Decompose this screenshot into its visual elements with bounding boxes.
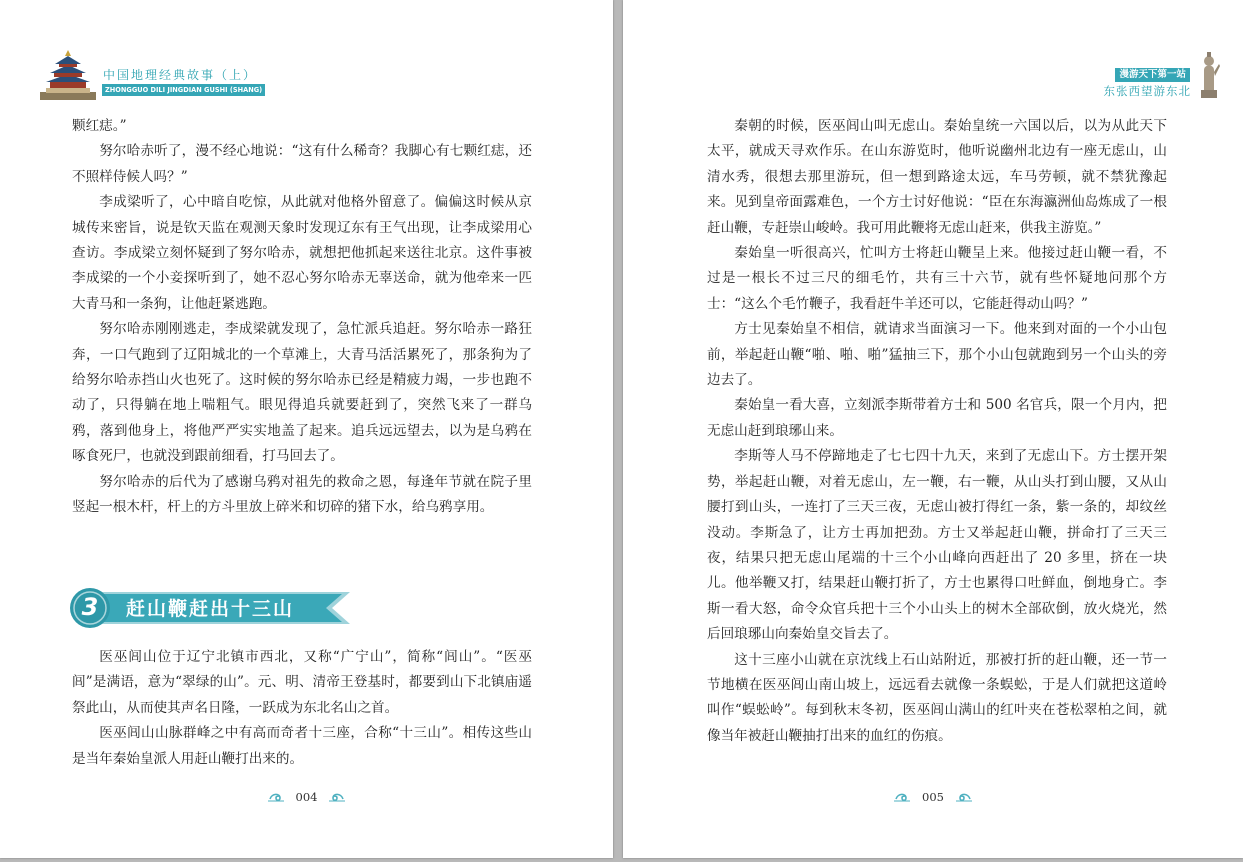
page-number-footer xyxy=(623,789,1243,804)
left-body-bottom xyxy=(72,645,532,772)
chapter-subtitle: 东张西望游东北 xyxy=(1103,84,1191,98)
right-page xyxy=(623,0,1243,858)
section-title: 赶山鞭赶出十三山 xyxy=(126,598,295,620)
paragraph: 秦始皇一听很高兴，忙叫方士将赶山鞭呈上来。他接过赶山鞭一看，不过是一根长不过三尺的细毛竹，共有三十六节，就有些怀疑地问那个方士：“这么个毛竹鞭子，我看赶牛羊还可以，它能赶得动山吗？” xyxy=(707,245,1167,312)
swirl-ornament-icon xyxy=(268,791,286,803)
paragraph: 努尔哈赤刚刚逃走，李成梁就发现了，急忙派兵追赶。努尔哈赤一路狂奔，一口气跑到了辽阳城北的一个草滩上，大青马活活累死了，那条狗为了给努尔哈赤挡山火也死了。这时候的努尔哈赤已经是精疲力竭，一步也跑不动了，只得躺在地上喘粗气。眼见得追兵就要赶到了，突然飞来了一群乌鸦，落到他身上，将他严严实实地盖了起来。追兵远远望去，以为是乌鸦在啄食死尸，也就没到跟前细看，打马回去了。 xyxy=(72,321,532,465)
swirl-ornament-icon xyxy=(894,791,912,803)
paragraph: 李成梁听了，心中暗自吃惊，从此就对他格外留意了。偏偏这时候从京城传来密旨，说是钦天监在观测天象时发现辽东有王气出现，让李成梁用心查访。李成梁立刻怀疑到了努尔哈赤，就想把他抓起来送往北京。这件事被李成梁的一个小妾探听到了，她不忍心努尔哈赤无辜送命，就为他牵来一匹大青马和一条狗，让他赶紧逃跑。 xyxy=(72,194,532,312)
swirl-ornament-icon xyxy=(954,791,972,803)
paragraph: 秦朝的时候，医巫闾山叫无虑山。秦始皇统一六国以后，以为从此天下太平，就成天寻欢作乐。在山东游览时，他听说幽州北边有一座无虑山，山清水秀，很想去那里游玩，但一想到路途太远，车马劳顿，就不禁犹豫起来。见到皇帝面露难色，一个方士讨好他说：“臣在东海瀛洲仙岛炼成了一根赶山鞭，专赶崇山峻岭。我可用此鞭将无虑山赶来，供我主游览。” xyxy=(707,118,1167,236)
paragraph: 努尔哈赤听了，漫不经心地说：“这有什么稀奇？我脚心有七颗红痣，还不照样侍候人吗？” xyxy=(72,143,532,185)
paragraph: 这十三座小山就在京沈线上石山站附近，那被打折的赶山鞭，还一节一节地横在医巫闾山南山坡上，远远看去就像一条蜈蚣，于是人们就把这道岭叫作“蜈蚣岭”。每到秋末冬初，医巫闾山满山的红叶夹在苍松翠柏之间，就像当年被赶山鞭抽打出来的血红的伤痕。 xyxy=(707,651,1167,744)
page-number-footer xyxy=(0,789,613,804)
paragraph: 医巫闾山山脉群峰之中有高而奇者十三座，合称“十三山”。相传这些山是当年秦始皇派人用赶山鞭打出来的。 xyxy=(72,725,532,767)
chapter-badge: 漫游天下第一站 xyxy=(1115,68,1190,82)
temple-of-heaven-logo xyxy=(40,48,96,100)
paragraph: 努尔哈赤的后代为了感谢乌鸦对祖先的救命之恩，每逢年节就在院子里竖起一根木杆，杆上的方斗里放上碎米和切碎的猪下水，给乌鸦享用。 xyxy=(72,473,532,516)
paragraph: 李斯等人马不停蹄地走了七七四十九天，来到了无虑山下。方士摆开架势，举起赶山鞭，对着无虑山，左一鞭，右一鞭，从山头打到山腰，又从山腰打到山头，一连打了三天三夜，无虑山被打得红一条，紫一条的，却纹丝没动。李斯急了，让方士再加把劲。方士又举起赶山鞭，拼命打了三天三夜，结果只把无虑山尾端的十三个小山峰向西赶出了 20 多里，挤在一块儿。他举鞭又打，结果赶山鞭打折了，方士也累得口吐鲜血，倒地身亡。李斯一看大怒，命令众官兵把十三个小山头上的树木全部砍倒，放火烧光，然后回琅琊山向秦始皇交旨去了。 xyxy=(707,448,1167,643)
statue-icon xyxy=(1195,52,1223,98)
paragraph: 医巫闾山位于辽宁北镇市西北，又称“广宁山”，简称“闾山”。“医巫闾”是满语，意为“翠绿的山”。元、明、清帝王登基时，都要到山下北镇庙遥祭此山，从而使其声名日隆，一跃成为东北名山之首。 xyxy=(72,649,532,716)
left-body-top xyxy=(72,114,532,521)
swirl-ornament-icon xyxy=(327,791,345,803)
left-page xyxy=(0,0,613,858)
book-title: 中国地理经典故事（上） xyxy=(103,68,258,82)
paragraph: 颗红痣。” xyxy=(72,118,127,134)
book-title-pinyin: ZHONGGUO DILI JINGDIAN GUSHI (SHANG) xyxy=(102,84,265,96)
page-number: 005 xyxy=(922,790,944,804)
paragraph: 方士见秦始皇不相信，就请求当面演习一下。他来到对面的一个小山包前，举起赶山鞭“啪、啪、啪”猛抽三下，那个小山包就跑到另一个山头的旁边去了。 xyxy=(707,321,1167,389)
paragraph: 秦始皇一看大喜，立刻派李斯带着方士和 500 名官兵，限一个月内，把无虑山赶到琅琊山来。 xyxy=(707,397,1167,439)
right-body xyxy=(707,114,1167,749)
page-number: 004 xyxy=(295,790,318,804)
section-number: 3 xyxy=(81,593,99,621)
